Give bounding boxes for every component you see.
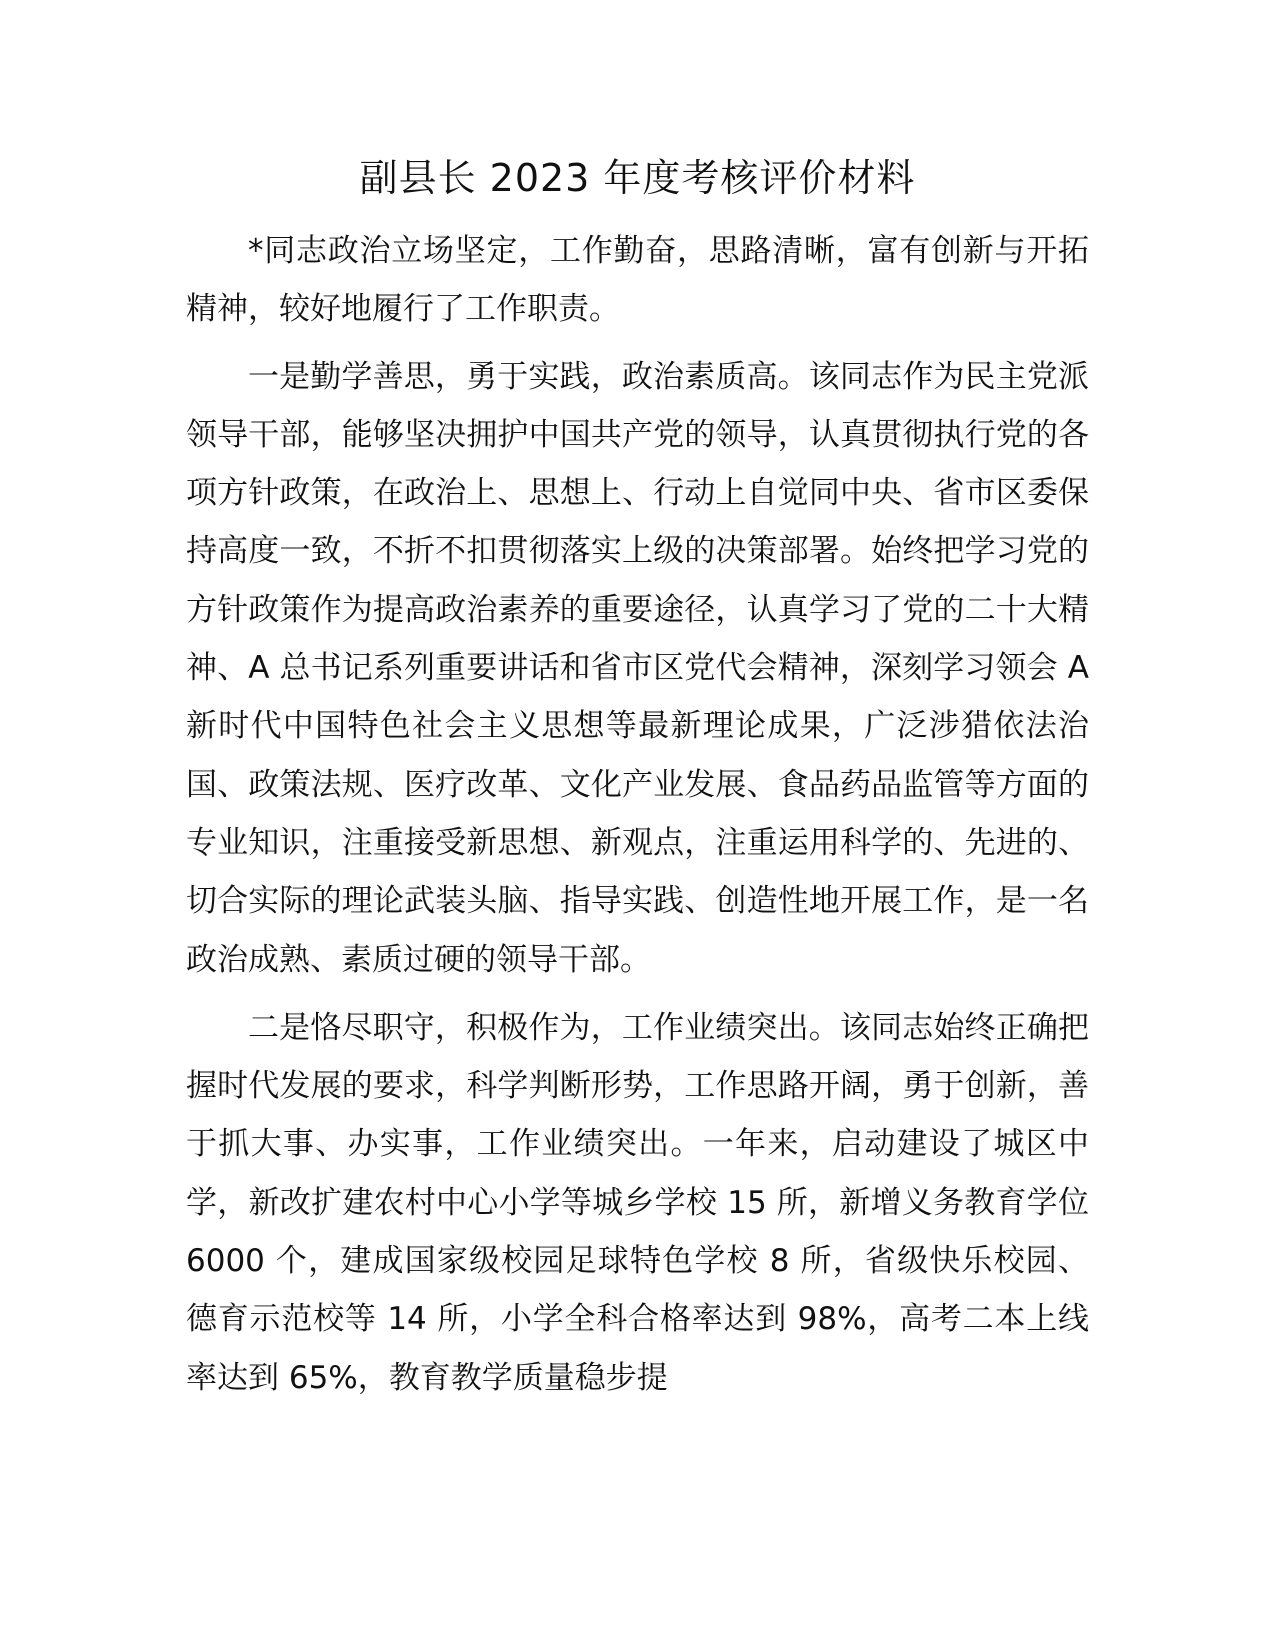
paragraph-work-performance: 二是恪尽职守，积极作为，工作业绩突出。该同志始终正确把握时代发展的要求，科学判断形势，工作思路开阔，勇于创新，善于抓大事、办实事，工作业绩突出。一年来，启动建设了城区中学，新改扩建农村中心小学等城乡学校 15 所，新增义务教育学位 6000 个，建成国家级校园足球特色学校 8 所，省级快乐校园、德育示范校等 14 所，小学全科合格率达到 98%，高考二本上线率达到 65%，教育教学质量稳步提 xyxy=(186,1009,1089,1396)
document-title: 副县长 2023 年度考核评价材料 xyxy=(359,156,916,200)
paragraph-political-quality: 一是勤学善思，勇于实践，政治素质高。该同志作为民主党派领导干部，能够坚决拥护中国共产党的领导，认真贯彻执行党的各项方针政策，在政治上、思想上、行动上自觉同中央、省市区委保持高度一致，不折不扣贯彻落实上级的决策部署。始终把学习党的方针政策作为提高政治素养的重要途径，认真学习了党的二十大精神、A 总书记系列重要讲话和省市区党代会精神，深刻学习领会 A 新时代中国特色社会主义思想等最新理论成果，广泛涉猎依法治国、政策法规、医疗改革、文化产业发展、食品药品监管等方面的专业知识，注重接受新思想、新观点，注重运用科学的、先进的、切合实际的理论武装头脑、指导实践、创造性地开展工作，是一名政治成熟、素质过硬的领导干部。 xyxy=(186,358,1089,978)
document-body xyxy=(186,222,1089,1407)
paragraph-summary: *同志政治立场坚定，工作勤奋，思路清晰，富有创新与开拓精神，较好地履行了工作职责。 xyxy=(186,233,1089,328)
